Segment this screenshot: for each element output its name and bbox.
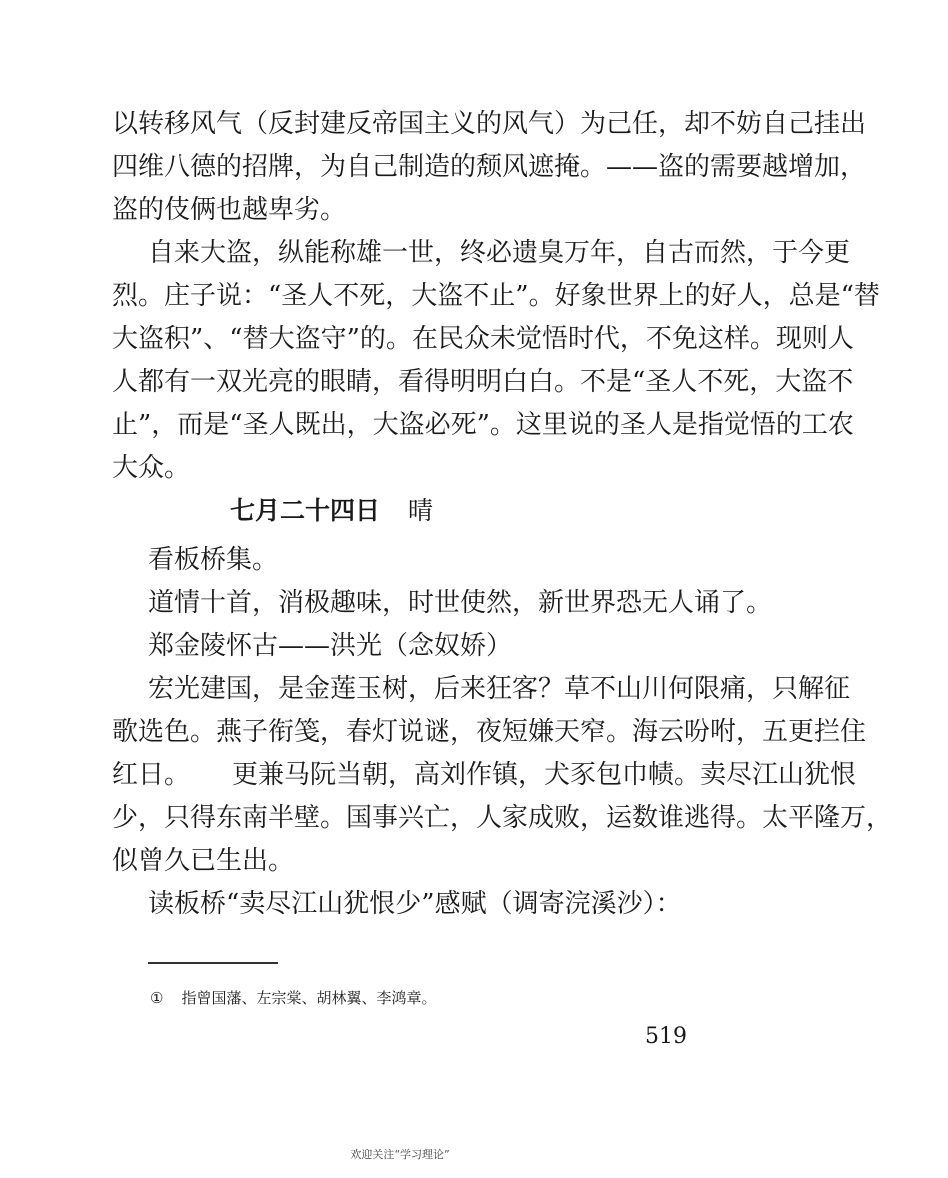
paragraph-line: 自来大盗，纵能称雄一世，终必遗臭万年，自古而然，于今更 bbox=[148, 238, 851, 268]
watermark: 欢迎关注“学习理论” bbox=[350, 1148, 450, 1161]
entry-line: 道情十首，消极趣味，时世使然，新世界恐无人诵了。 bbox=[148, 588, 773, 618]
entry-line: 歌选色。燕子衔笺，春灯说谜，夜短嫌天窄。海云吩咐，五更拦住 bbox=[112, 717, 867, 747]
footnote-divider bbox=[148, 962, 278, 964]
paragraph-line: 盗的伎俩也越卑劣。 bbox=[112, 195, 347, 225]
paragraph-line: 以转移风气（反封建反帝国主义的风气）为己任，却不妨自己挂出 bbox=[112, 109, 867, 139]
paragraph-line: 四维八德的招牌，为自己制造的颓风遮掩。——盗的需要越增加， bbox=[112, 152, 867, 182]
entry-line: 看板桥集。 bbox=[148, 545, 279, 575]
paragraph-line: 大盗积”、“替大盗守”的。在民众未觉悟时代，不免这样。现则人 bbox=[112, 324, 854, 354]
entry-line: 似曾久已生出。 bbox=[112, 846, 295, 876]
paragraph-line: 人都有一双光亮的眼睛，看得明明白白。不是“圣人不死，大盗不 bbox=[112, 367, 854, 397]
entry-line-part: 更兼马阮当朝，高刘作镇，犬豕包巾帻。卖尽江山犹恨 bbox=[232, 760, 857, 790]
entry-line: 少，只得东南半壁。国事兴亡，人家成败，运数谁逃得。太平隆万， bbox=[112, 803, 893, 833]
page-number: 519 bbox=[645, 1024, 687, 1049]
paragraph-line: 烈。庄子说：“圣人不死，大盗不止”。好象世界上的好人，总是“替 bbox=[112, 281, 880, 311]
entry-date: 七月二十四日 bbox=[230, 496, 381, 525]
footnote bbox=[150, 986, 436, 1010]
paragraph-line: 止”，而是“圣人既出，大盗必死”。这里说的圣人是指觉悟的工农 bbox=[112, 410, 854, 440]
diary-entry-heading bbox=[230, 491, 433, 531]
entry-line: 宏光建国，是金莲玉树，后来狂客？草不山川何限痛，只解征 bbox=[148, 674, 851, 704]
entry-line-part: 红日。 bbox=[112, 760, 191, 790]
paragraph-line: 大众。 bbox=[112, 453, 191, 483]
entry-line bbox=[112, 755, 912, 795]
entry-line: 郑金陵怀古——洪光（念奴娇） bbox=[148, 631, 513, 661]
footnote-marker: ① bbox=[150, 989, 164, 1007]
footnote-text: 指曾国藩、左宗棠、胡林翼、李鸿章。 bbox=[181, 989, 437, 1007]
entry-weather: 晴 bbox=[408, 496, 434, 525]
entry-line: 读板桥“卖尽江山犹恨少”感赋（调寄浣溪沙）： bbox=[148, 889, 682, 919]
